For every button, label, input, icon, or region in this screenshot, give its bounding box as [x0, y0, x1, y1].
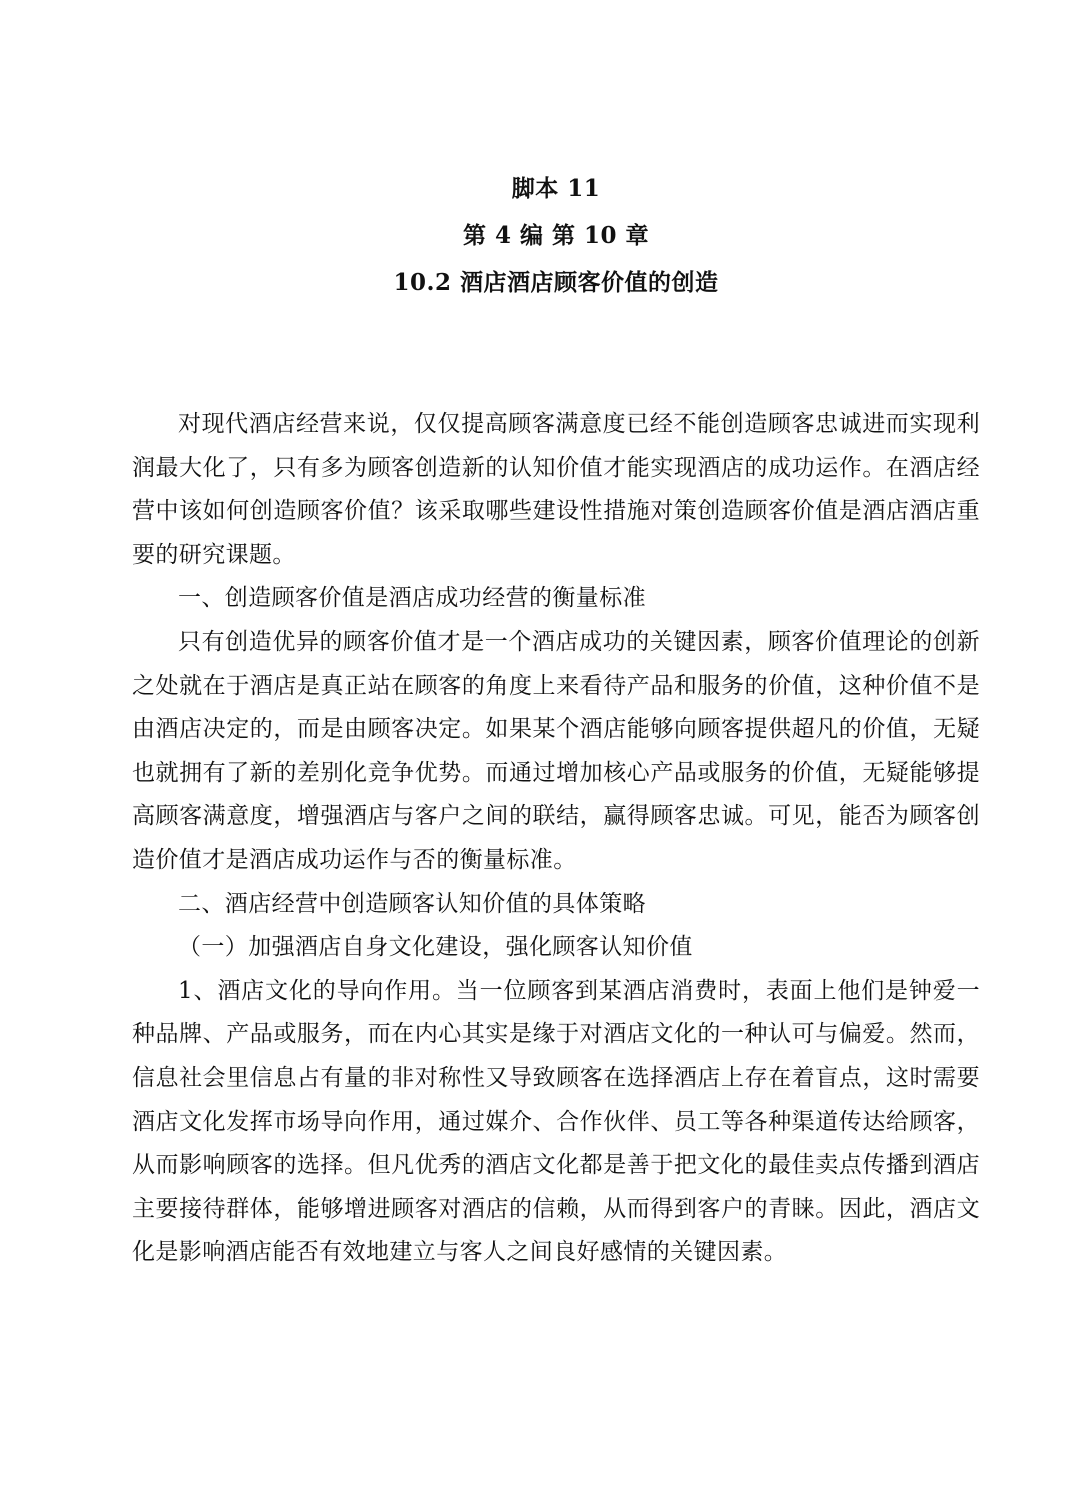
body-text — [132, 403, 980, 1275]
chapter-title: 第 4 编 第 10 章 — [462, 222, 650, 249]
title-block — [132, 165, 980, 306]
heading-part-one: 一、创造顾客价值是酒店成功经营的衡量标准 — [178, 585, 646, 612]
section-title: 10.2 酒店酒店顾客价值的创造 — [393, 269, 719, 296]
script-title: 脚本 11 — [511, 175, 601, 202]
paragraph-part-one: 只有创造优异的顾客价值才是一个酒店成功的关键因素，顾客价值理论的创新之处就在于酒店是真正站在顾客的角度上来看待产品和服务的价值，这种价值不是由酒店决定的，而是由顾客决定。如果某个酒店能够向顾客提供超凡的价值，无疑也就拥有了新的差别化竞争优势。而通过增加核心产品或服务的价值，无疑能够提高顾客满意度，增强酒店与客户之间的联结，赢得顾客忠诚。可见，能否为顾客创造价值才是酒店成功运作与否的衡量标准。 — [132, 628, 980, 873]
paragraph-intro: 对现代酒店经营来说，仅仅提高顾客满意度已经不能创造顾客忠诚进而实现利润最大化了，只有多为顾客创造新的认知价值才能实现酒店的成功运作。在酒店经营中该如何创造顾客价值？该采取哪些建设性措施对策创造顾客价值是酒店酒店重要的研究课题。 — [132, 411, 980, 568]
subheading-one: （一）加强酒店自身文化建设，强化顾客认知价值 — [178, 934, 693, 961]
paragraph-culture-guidance: 1、酒店文化的导向作用。当一位顾客到某酒店消费时，表面上他们是钟爱一种品牌、产品或服务，而在内心其实是缘于对酒店文化的一种认可与偏爱。然而，信息社会里信息占有量的非对称性又导致顾客在选择酒店上存在着盲点，这时需要酒店文化发挥市场导向作用，通过媒介、合作伙伴、员工等各种渠道传达给顾客，从而影响顾客的选择。但凡优秀的酒店文化都是善于把文化的最佳卖点传播到酒店主要接待群体，能够增进顾客对酒店的信赖，从而得到客户的青睐。因此，酒店文化是影响酒店能否有效地建立与客人之间良好感情的关键因素。 — [132, 977, 980, 1266]
heading-part-two: 二、酒店经营中创造顾客认知价值的具体策略 — [178, 890, 646, 917]
